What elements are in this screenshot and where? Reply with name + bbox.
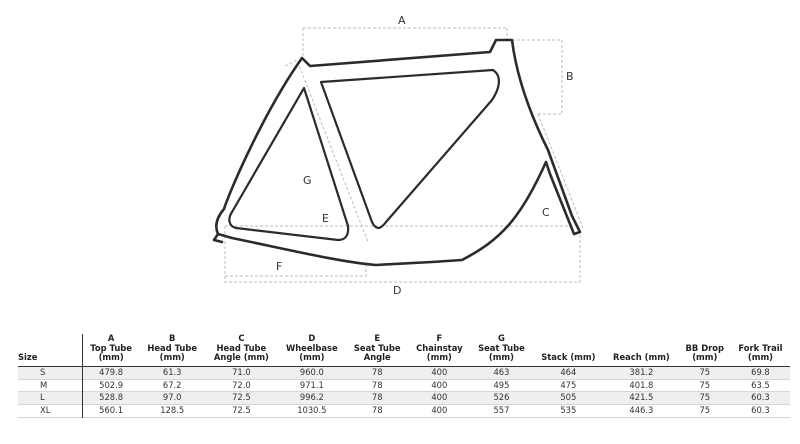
column-header-line: Fork Trail: [738, 342, 783, 353]
column-header-line: Head Tube: [147, 342, 198, 353]
table-cell: 502.9: [99, 379, 124, 390]
table-cell: 479.8: [99, 366, 124, 377]
table-row: [18, 379, 790, 392]
table-cell: 421.5: [629, 392, 654, 403]
column-header: [408, 334, 470, 366]
table-cell: 72.5: [232, 392, 251, 403]
size-cell: XL: [18, 404, 83, 417]
table-cell: 401.8: [629, 379, 654, 390]
table-cell: 446.3: [629, 404, 654, 415]
dimension-label-d: D: [393, 284, 402, 297]
dimension-label-e: E: [322, 212, 329, 225]
table-cell: 400: [431, 379, 448, 390]
column-header: [139, 334, 205, 366]
table-cell: 75: [699, 392, 711, 403]
column-header-line: Seat Tube: [353, 342, 401, 353]
table-cell: 60.3: [751, 392, 770, 403]
column-header-line: G: [498, 333, 505, 343]
column-header-line: (mm): [299, 352, 325, 363]
column-header-line: Stack (mm): [541, 352, 596, 363]
column-header-size: [18, 334, 83, 366]
dimension-label-f: F: [276, 260, 283, 273]
size-cell: M: [18, 379, 83, 392]
size-cell: L: [18, 392, 83, 405]
table-cell: 78: [371, 366, 383, 377]
table-cell: 71.0: [232, 366, 251, 377]
column-header: [533, 334, 605, 366]
front-triangle-opening: [321, 70, 499, 228]
table-cell: 78: [371, 404, 383, 415]
table-cell: 475: [560, 379, 577, 390]
column-header-line: E: [374, 333, 381, 343]
dimension-label-a: A: [398, 14, 406, 27]
table-cell: 381.2: [629, 366, 654, 377]
column-header: [205, 334, 277, 366]
column-header-line: BB Drop: [685, 342, 725, 353]
column-header-line: C: [238, 333, 245, 343]
table-row: [18, 404, 790, 417]
table-cell: 97.0: [162, 392, 182, 403]
column-header-line: F: [436, 333, 443, 343]
table-cell: 560.1: [99, 404, 124, 415]
table-cell: 1030.5: [297, 404, 327, 415]
column-header-line: (mm): [747, 352, 773, 363]
size-cell: S: [18, 366, 83, 379]
table-cell: 400: [431, 366, 448, 377]
table-cell: 526: [493, 392, 510, 403]
column-header: [604, 334, 679, 366]
table-cell: 464: [560, 366, 577, 377]
bike-frame: [214, 40, 580, 265]
dimension-lines: [225, 28, 583, 282]
column-header-line: Reach (mm): [613, 352, 670, 363]
table-cell: 960.0: [299, 366, 324, 377]
table-row: [18, 392, 790, 405]
table-cell: 557: [493, 404, 510, 415]
column-header: [83, 334, 140, 366]
column-header-line: D: [308, 333, 316, 343]
table-cell: 63.5: [751, 379, 770, 390]
table-cell: 971.1: [299, 379, 324, 390]
table-cell: 78: [371, 379, 383, 390]
column-header: [470, 334, 532, 366]
column-header-line: Angle: [363, 352, 391, 363]
column-header-line: Chainstay: [416, 342, 463, 353]
table-cell: 463: [493, 366, 510, 377]
column-header-line: (mm): [159, 352, 185, 363]
table-row: [18, 366, 790, 379]
table-cell: 535: [560, 404, 577, 415]
geometry-table: [18, 334, 790, 418]
table-cell: 75: [699, 404, 711, 415]
column-header: [731, 334, 790, 366]
column-header-line: B: [169, 333, 176, 343]
table-cell: 67.2: [162, 379, 182, 390]
dimension-label-b: B: [566, 70, 574, 83]
table-cell: 495: [493, 379, 510, 390]
table-cell: 75: [699, 379, 711, 390]
table-cell: 61.3: [162, 366, 182, 377]
table-cell: 69.8: [751, 366, 770, 377]
geometry-table-container: [18, 334, 790, 418]
column-header-line: (mm): [98, 352, 124, 363]
table-cell: 400: [431, 392, 448, 403]
column-header-line: Wheelbase: [285, 342, 338, 353]
column-header-line: Top Tube: [90, 342, 132, 353]
column-header-line: Angle (mm): [213, 352, 269, 363]
table-header-row: [18, 334, 790, 366]
column-header-line: Head Tube: [216, 342, 267, 353]
column-header-line: Seat Tube: [478, 342, 525, 353]
table-cell: 528.8: [99, 392, 124, 403]
table-cell: 996.2: [299, 392, 324, 403]
column-header: [679, 334, 731, 366]
table-cell: 505: [560, 392, 577, 403]
table-body: [18, 366, 790, 417]
table-cell: 78: [371, 392, 383, 403]
dimension-label-g: G: [303, 174, 312, 187]
column-header-line: (mm): [488, 352, 514, 363]
table-cell: 400: [431, 404, 448, 415]
column-header-line: (mm): [692, 352, 718, 363]
column-header-line: (mm): [426, 352, 452, 363]
table-cell: 128.5: [160, 404, 185, 415]
column-header: [278, 334, 346, 366]
table-cell: 75: [699, 366, 711, 377]
table-cell: 72.0: [232, 379, 251, 390]
column-header-line: Size: [18, 352, 38, 363]
column-header-line: A: [107, 333, 115, 343]
table-cell: 60.3: [751, 404, 770, 415]
column-header: [346, 334, 408, 366]
dimension-label-c: C: [542, 206, 550, 219]
table-cell: 72.5: [232, 404, 251, 415]
